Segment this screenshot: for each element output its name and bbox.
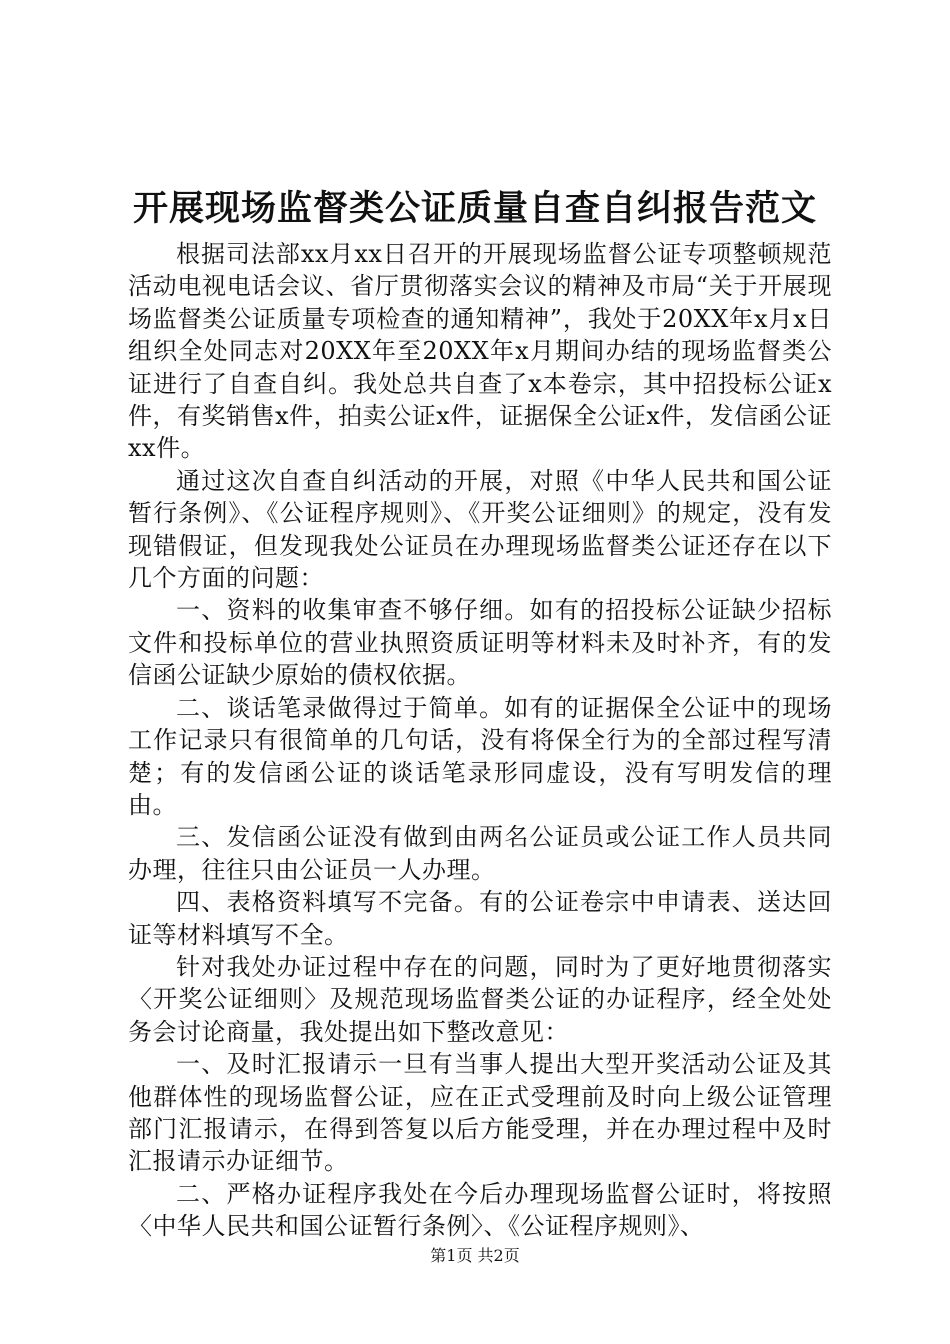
paragraph-9: 二、严格办证程序我处在今后办理现场监督公证时，将按照〈中华人民共和国公证暂行条例〉、《公证程序规则》、	[128, 1179, 832, 1241]
paragraph-5: 三、发信函公证没有做到由两名公证员或公证工作人员共同办理，往往只由公证员一人办理。	[128, 823, 832, 884]
page-footer: 第1页 共2页	[430, 1246, 520, 1265]
paragraph-4: 二、谈话笔录做得过于简单。如有的证据保全公证中的现场工作记录只有很简单的几句话，没有将保全行为的全部过程写清楚；有的发信函公证的谈话笔录形同虚设，没有写明发信的理由。	[128, 693, 832, 819]
paragraph-7: 针对我处办证过程中存在的问题，同时为了更好地贯彻落实〈开奖公证细则〉及规范现场监督类公证的办证程序，经全处处务会讨论商量，我处提出如下整改意见：	[128, 952, 832, 1046]
paragraph-3: 一、资料的收集审查不够仔细。如有的招投标公证缺少招标文件和投标单位的营业执照资质证明等材料未及时补齐，有的发信函公证缺少原始的债权依据。	[128, 596, 832, 690]
paragraph-2: 通过这次自查自纠活动的开展，对照《中华人民共和国公证暂行条例》、《公证程序规则》、《开奖公证细则》的规定，没有发现错假证，但发现我处公证员在办理现场监督类公证还存在以下几个方面的问题：	[128, 466, 832, 593]
document-body	[128, 238, 832, 1243]
paragraph-1: 根据司法部xx月xx日召开的开展现场监督公证专项整顿规范活动电视电话会议、省厅贯彻落实会议的精神及市局“关于开展现场监督类公证质量专项检查的通知精神”，我处于20XX年x月x日组织全处同志对20XX年至20XX年x月期间办结的现场监督类公证进行了自查自纠。我处总共自查了x本卷宗，其中招投标公证x件，有奖销售x件，拍卖公证x件，证据保全公证x件，发信函公证xx件。	[128, 240, 832, 463]
paragraph-6: 四、表格资料填写不完备。有的公证卷宗中申请表、送达回证等材料填写不全。	[128, 888, 832, 949]
paragraph-8: 一、及时汇报请示一旦有当事人提出大型开奖活动公证及其他群体性的现场监督公证，应在正式受理前及时向上级公证管理部门汇报请示，在得到答复以后方能受理，并在办理过程中及时汇报请示办证细节。	[128, 1050, 832, 1176]
document-title: 开展现场监督类公证质量自查自纠报告范文	[132, 188, 817, 229]
